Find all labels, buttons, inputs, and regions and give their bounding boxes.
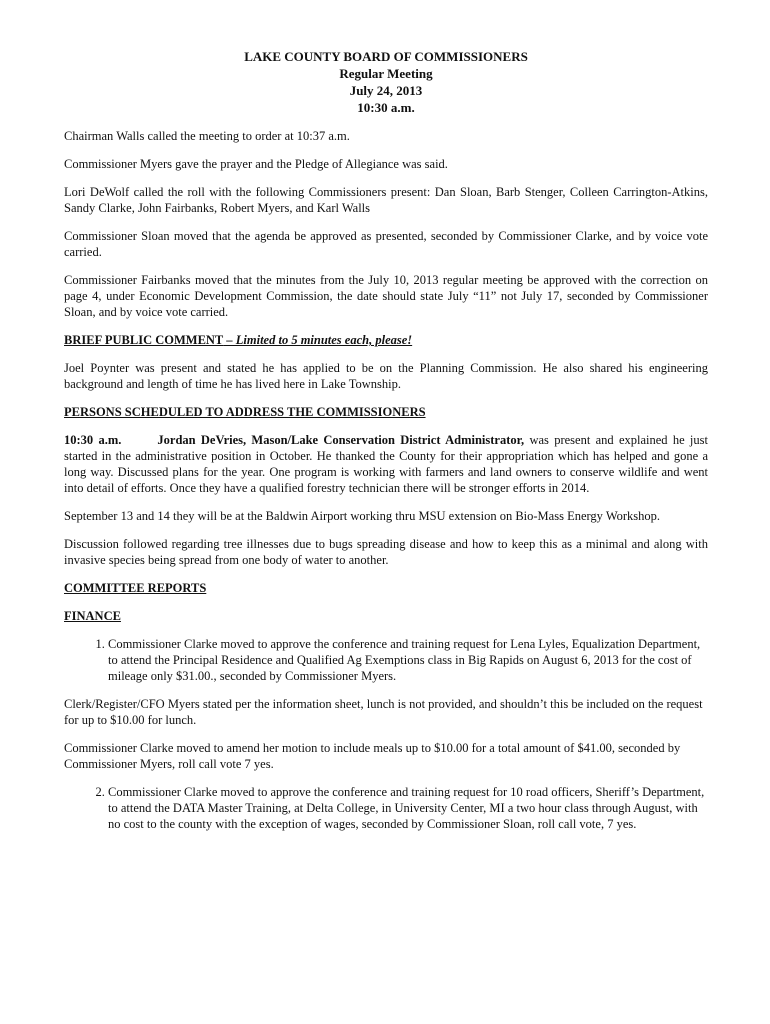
committee-heading: COMMITTEE REPORTS bbox=[64, 581, 207, 595]
public-comment-text: Joel Poynter was present and stated he has applied to be on the Planning Commission. He also shared his engineering background and length of time he has lived here in Lake Township. bbox=[64, 361, 708, 391]
meeting-time: 10:30 a.m. bbox=[357, 100, 415, 115]
public-comment-subtitle: – Limited to 5 minutes each, please! bbox=[223, 333, 413, 347]
persons-discussion: Discussion followed regarding tree illnesses due to bugs spreading disease and how to keep this as a minimal and along with invasive species being spread from one body of water to another. bbox=[64, 537, 708, 567]
persons-time: 10:30 a.m. bbox=[64, 433, 122, 447]
finance-list-1 bbox=[64, 636, 708, 684]
persons-text: was present and explained he just started in the administrative position in October. He thanked the County for their appropriation which has helped and gone a long way. Discussed plans for the year. One program is working with farmers and land owners to conserve wildlife and went into detail of efforts. Once they have a qualified forestry technician there will be stronger efforts in 2014. bbox=[64, 433, 708, 495]
meeting-type: Regular Meeting bbox=[339, 66, 433, 81]
clerk-statement: Clerk/Register/CFO Myers stated per the information sheet, lunch is not provided, and shouldn’t this be included on the request for up to $10.00 for lunch. bbox=[64, 697, 703, 727]
minutes-motion: Commissioner Fairbanks moved that the minutes from the July 10, 2013 regular meeting be approved with the correction on page 4, under Economic Development Commission, the date should state July “11” not July 17, seconded by Commissioner Sloan, and by voice vote carried. bbox=[64, 273, 708, 319]
public-comment-title: BRIEF PUBLIC COMMENT bbox=[64, 333, 224, 347]
persons-workshop: September 13 and 14 they will be at the Baldwin Airport working thru MSU extension on Bio-Mass Energy Workshop. bbox=[64, 509, 661, 523]
persons-speaker: Jordan DeVries, Mason/Lake Conservation District Administrator, bbox=[157, 433, 525, 447]
amend-motion: Commissioner Clarke moved to amend her motion to include meals up to $10.00 for a total amount of $41.00, seconded by Commissioner Myers, roll call vote 7 yes. bbox=[64, 741, 681, 771]
persons-entry bbox=[64, 432, 708, 496]
call-to-order: Chairman Walls called the meeting to order at 10:37 a.m. bbox=[64, 129, 350, 143]
roll-call: Lori DeWolf called the roll with the following Commissioners present: Dan Sloan, Barb Stenger, Colleen Carrington-Atkins, Sandy Clarke, John Fairbanks, Robert Myers, and Karl Walls bbox=[64, 185, 708, 215]
finance-list-2 bbox=[64, 784, 708, 832]
board-title: LAKE COUNTY BOARD OF COMMISSIONERS bbox=[244, 49, 528, 64]
finance-heading: FINANCE bbox=[64, 609, 121, 623]
finance-item-1: 1. Commissioner Clarke moved to approve the conference and training request for Lena Lyles, Equalization Department, to attend the Principal Residence and Qualified Ag Exemptions class in Big Rapids on August 6, 2013 for the cost of mileage only $31.00., seconded by Commissioner Myers. bbox=[108, 636, 708, 684]
prayer-pledge: Commissioner Myers gave the prayer and the Pledge of Allegiance was said. bbox=[64, 157, 448, 171]
agenda-motion: Commissioner Sloan moved that the agenda be approved as presented, seconded by Commissioner Clarke, and by voice vote carried. bbox=[64, 229, 708, 259]
public-comment-heading bbox=[64, 332, 708, 348]
finance-item-2: 2. Commissioner Clarke moved to approve the conference and training request for 10 road officers, Sheriff’s Department, to attend the DATA Master Training, at Delta College, in University Center, MI a two hour class through August, with no cost to the county with the exception of wages, seconded by Commissioner Sloan, roll call vote, 7 yes. bbox=[108, 784, 708, 832]
document-page bbox=[64, 48, 708, 844]
document-header bbox=[64, 48, 708, 116]
persons-heading: PERSONS SCHEDULED TO ADDRESS THE COMMISSIONERS bbox=[64, 405, 426, 419]
meeting-date: July 24, 2013 bbox=[349, 83, 423, 98]
